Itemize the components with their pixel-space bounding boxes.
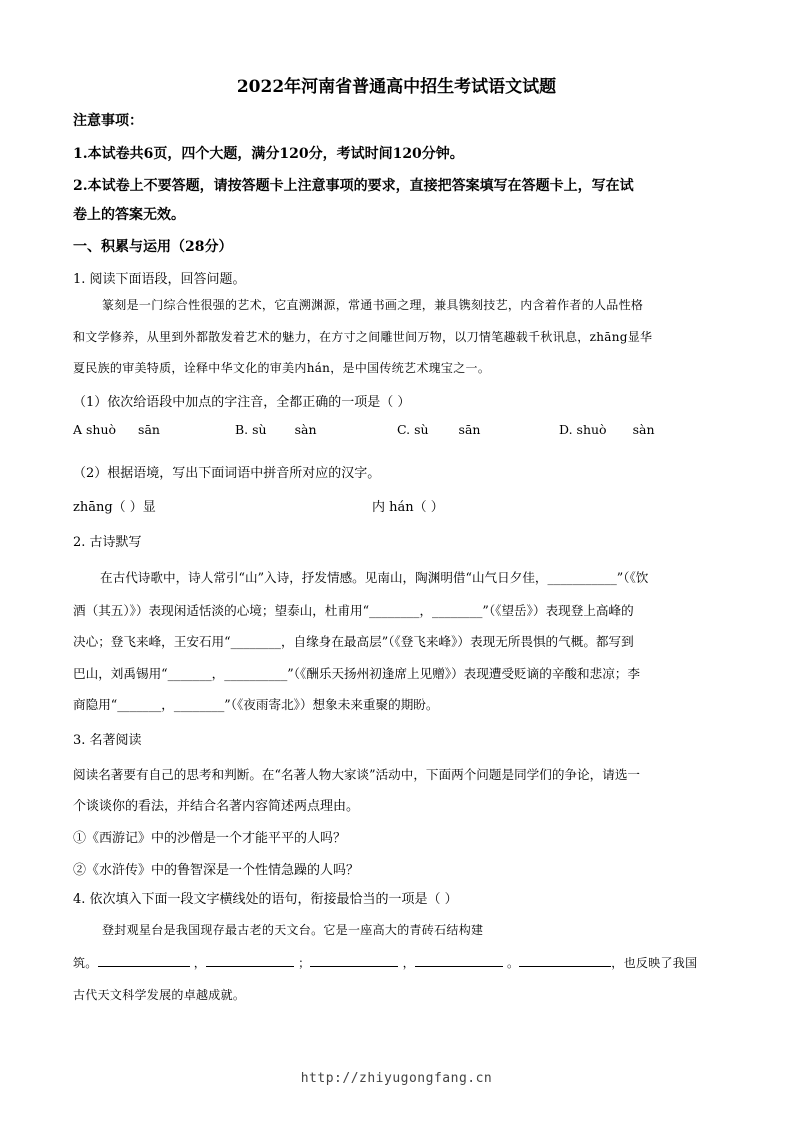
q3-line1: 阅读名著要有自己的思考和判断。在“名著人物大家谈”活动中，下面两个问题是同学们的争论，请选一 [73, 767, 641, 782]
q4-line3: 古代天文科学发展的卓越成就。 [73, 988, 246, 1002]
q3-item-2: ②《水浒传》中的鲁智深是一个性情急躁的人吗？ [73, 863, 360, 878]
notice-heading: 注意事项： [73, 113, 143, 129]
q1-fill-han: 内 hán（ ） [372, 500, 444, 515]
q1-sub2: （2）根据语境，写出下面词语中拼音所对应的汉字。 [73, 466, 381, 481]
q3-line2: 个谈谈你的看法，并结合名著内容简述两点理由。 [73, 799, 360, 814]
q1-sub1: （1）依次给语段中加点的字注音，全都正确的一项是（ ） [73, 395, 411, 410]
footer-url: http://zhiyugongfang.cn [300, 1071, 493, 1086]
q2-line1: 在古代诗歌中，诗人常引“山”入诗，抒发情感。见南山，陶渊明借“山气日夕佳，___________”（《饮 [100, 570, 649, 585]
option-c: C. sù sān [397, 422, 481, 437]
q2-line3: 决心；登飞来峰，王安石用“________，自缘身在最高层”（《登飞来峰》）表现无所畏惧的气概。都写到 [73, 634, 634, 649]
q1-passage-line1: 篆刻是一门综合性很强的艺术，它直溯渊源，常通书画之理，兼具镌刻技艺，内含着作者的人品性格 [102, 298, 644, 312]
option-d: D. shuò sàn [559, 422, 655, 437]
q1-passage-line2: 和文学修养，从里到外都散发着艺术的魅力，在方寸之间雕世间万物，以刀情笔趣载千秋讯息，zhāng显华 [73, 330, 653, 344]
q4-line1: 登封观星台是我国现存最古老的天文台。它是一座高大的青砖石结构建 [102, 923, 484, 937]
q1-fill-zhang: zhāng（ ）显 [73, 500, 156, 515]
notice-item-2b: 卷上的答案无效。 [73, 207, 185, 223]
page-title: 2022年河南省普通高中招生考试语文试题 [236, 77, 557, 97]
option-b: B. sù sàn [235, 422, 317, 437]
q3-stem: 3. 名著阅读 [73, 733, 142, 748]
q3-item-1: ①《西游记》中的沙僧是一个才能平平的人吗？ [73, 831, 347, 846]
q1-passage-line3: 夏民族的审美特质，诠释中华文化的审美内hán，是中国传统艺术瑰宝之一。 [73, 361, 491, 375]
q2-line2: 酒（其五）》）表现闲适恬淡的心境；望泰山，杜甫用“________，________”（《望岳》）表现登上高峰的 [73, 603, 634, 618]
notice-item-2a: 2.本试卷上不要答题，请按答题卡上注意事项的要求，直接把答案填写在答题卡上，写在试 [73, 178, 634, 194]
q2-stem: 2. 古诗默写 [73, 535, 142, 550]
q2-line5: 商隐用“_______，________”（《夜雨寄北》）想象未来重聚的期盼。 [73, 697, 439, 712]
q1-stem: 1. 阅读下面语段，回答问题。 [73, 272, 246, 287]
q2-line4: 巴山，刘禹锡用“_______，__________”（《酬乐天扬州初逢席上见赠》）表现遭受贬谪的辛酸和悲凉；李 [73, 666, 640, 681]
option-a: A shuò sān [73, 422, 160, 437]
section-heading: 一、积累与运用（28分） [73, 239, 233, 255]
notice-item-1: 1.本试卷共6页，四个大题，满分120分，考试时间120分钟。 [73, 146, 464, 162]
q4-stem: 4. 依次填入下面一段文字横线处的语句，衔接最恰当的一项是（ ） [73, 892, 458, 907]
q4-line2: 筑。 ， ； ， 。 ，也反映了我国 [73, 956, 698, 970]
